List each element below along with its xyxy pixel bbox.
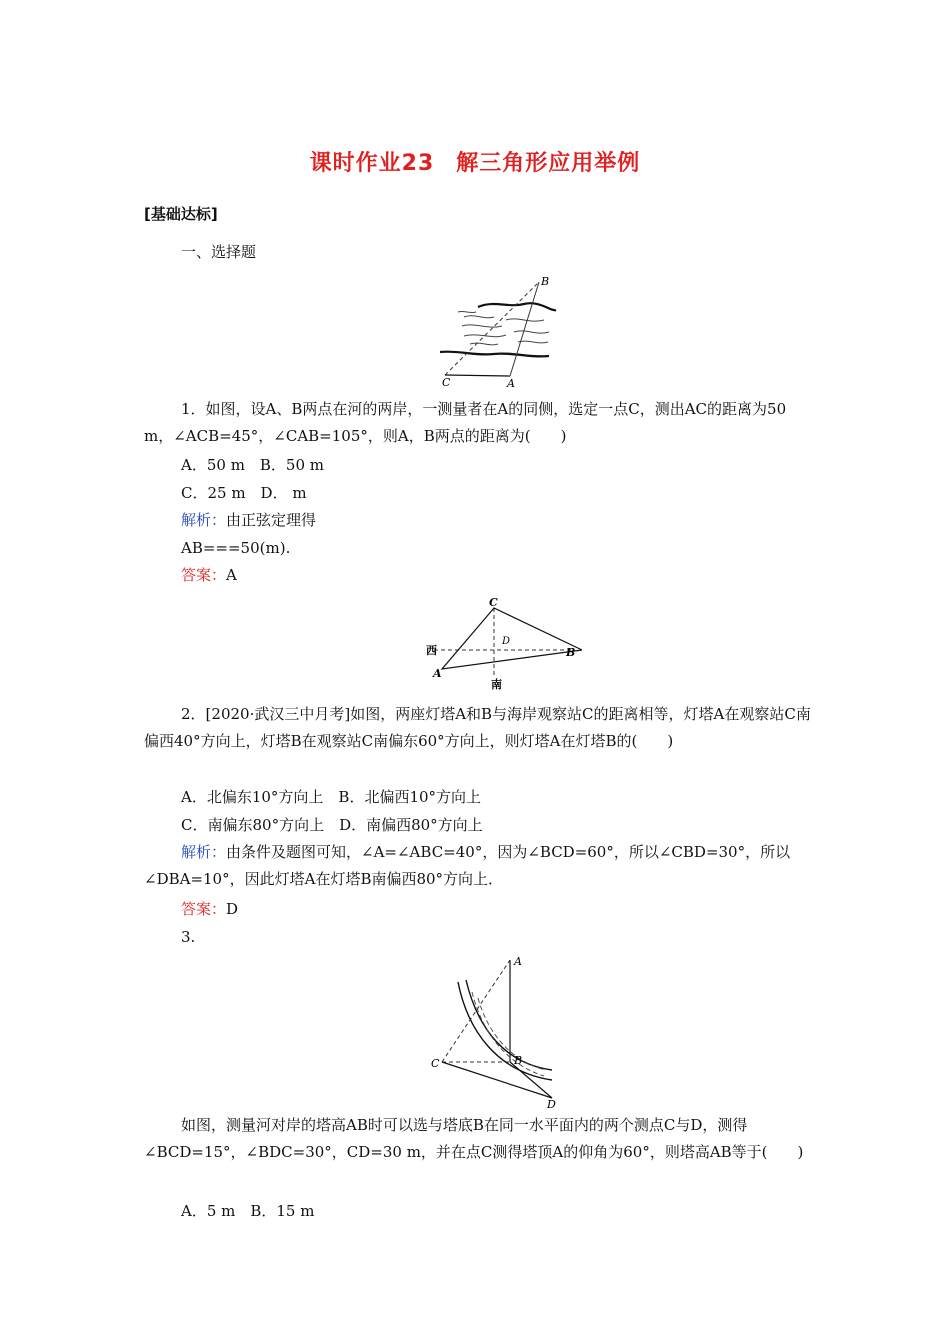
figure-river <box>434 272 564 390</box>
question-2-answer: 答案：D <box>181 900 239 918</box>
question-1-analysis: 解析：由正弦定理得 <box>181 511 317 529</box>
figure-lighthouses <box>422 594 582 692</box>
fig2-label-south: 南 <box>491 678 502 691</box>
question-1-options-cd: C．25 m D． m <box>181 484 307 502</box>
figure-tower <box>428 952 564 1112</box>
fig1-label-c: C <box>442 376 451 389</box>
section-heading: [基础达标] <box>144 205 218 223</box>
fig1-label-b: B <box>541 275 550 288</box>
question-1-answer: 答案：A <box>181 566 237 584</box>
subsection-heading: 一、选择题 <box>181 243 257 261</box>
question-2-options-ab: A．北偏东10°方向上 B．北偏西10°方向上 <box>181 788 482 806</box>
question-2-options-cd: C．南偏东80°方向上 D．南偏西80°方向上 <box>181 816 483 834</box>
fig2-label-d: D <box>502 636 511 647</box>
fig2-label-b: B <box>566 646 576 659</box>
fig1-label-a: A <box>507 377 515 390</box>
question-1-stem: 1．如图，设A、B两点在河的两岸，一测量者在A的同侧，选定一点C，测出AC的距离为50 m，∠ACB=45°，∠CAB=105°，则A，B两点的距离为( ) <box>144 400 787 445</box>
question-1-analysis-formula: AB===50(m). <box>181 539 291 557</box>
question-3-number: 3. <box>181 928 196 946</box>
fig3-label-a: A <box>514 955 522 968</box>
fig3-label-d: D <box>547 1098 556 1111</box>
question-2-stem: 2．[2020·武汉三中月考]如图，两座灯塔A和B与海岸观察站C的距离相等，灯塔A在观察站C南偏西40°方向上，灯塔B在观察站C南偏东60°方向上，则灯塔A在灯塔B的( ) <box>144 705 811 750</box>
question-3-stem: 如图，测量河对岸的塔高AB时可以选与塔底B在同一水平面内的两个测点C与D，测得∠BCD=15°，∠BDC=30°，CD=30 m，并在点C测得塔顶A的仰角为60°，则塔高AB等于( ) <box>144 1116 804 1161</box>
page-title: 课时作业23 解三角形应用举例 <box>309 151 641 176</box>
fig3-label-c: C <box>431 1057 440 1070</box>
question-2-analysis: 解析：由条件及题图可知，∠A=∠ABC=40°，因为∠BCD=60°，所以∠CBD=30°，所以∠DBA=10°，因此灯塔A在灯塔B南偏西80°方向上． <box>144 843 791 888</box>
fig2-label-a: A <box>433 667 442 680</box>
fig2-label-west: 西 <box>426 644 437 657</box>
question-3-options-ab: A．5 m B．15 m <box>181 1202 315 1220</box>
fig2-label-c: C <box>489 596 498 609</box>
fig3-label-b: B <box>514 1054 523 1067</box>
question-1-options-ab: A．50 m B．50 m <box>181 456 325 474</box>
